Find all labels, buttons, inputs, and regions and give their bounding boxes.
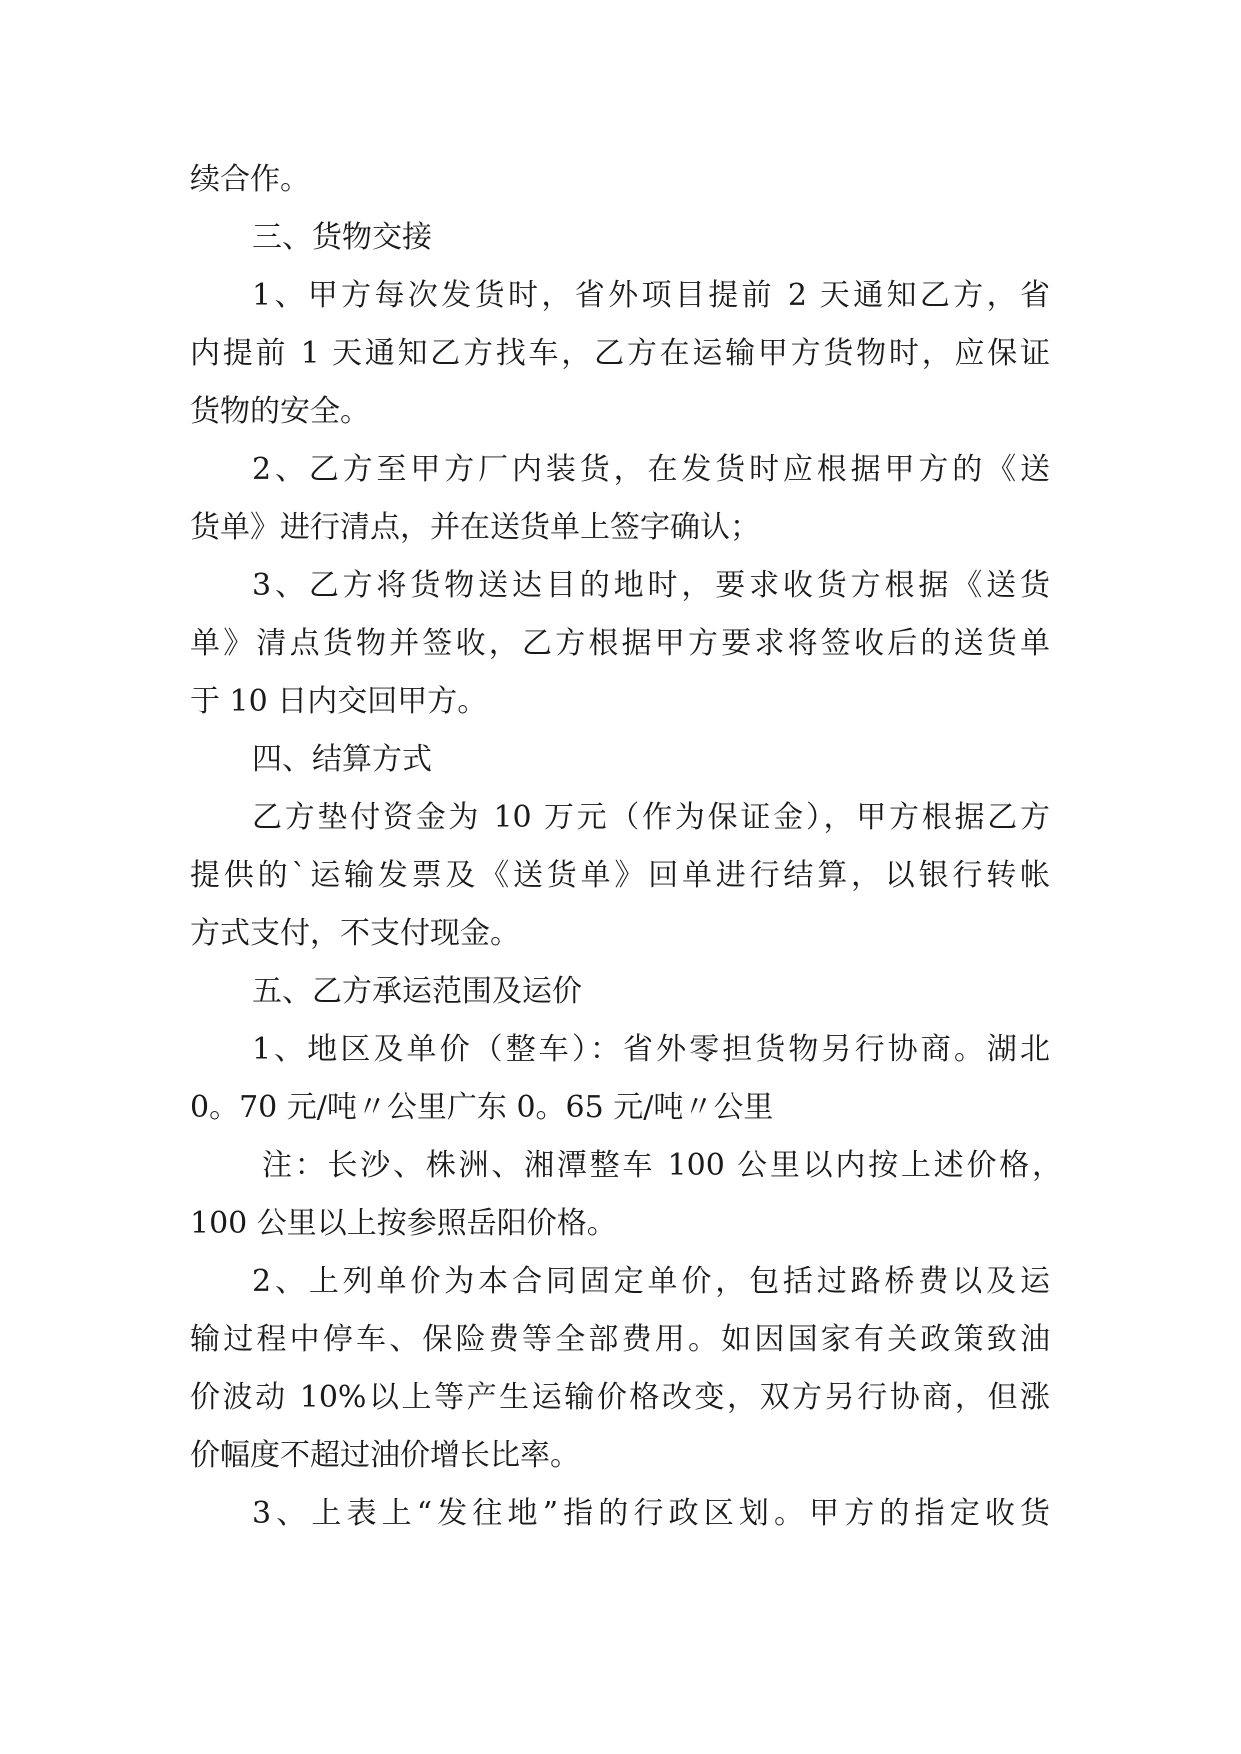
text-line: 2、上列单价为本合同固定单价，包括过路桥费以及运 xyxy=(252,1264,1050,1299)
text-line: 2、乙方至甲方厂内装货，在发货时应根据甲方的《送 xyxy=(252,452,1050,487)
text-line: 价幅度不超过油价增长比率。 xyxy=(190,1438,580,1473)
text-line: 续合作。 xyxy=(190,162,310,197)
text-line: 货物的安全。 xyxy=(190,394,370,429)
text-line: 货单》进行清点，并在送货单上签字确认； xyxy=(190,510,760,545)
text-line: 内提前 1 天通知乙方找车，乙方在运输甲方货物时，应保证 xyxy=(190,336,1050,371)
text-line: 3、乙方将货物送达目的地时，要求收货方根据《送货 xyxy=(252,568,1050,603)
text-line: 1、地区及单价（整车）：省外零担货物另行协商。湖北 xyxy=(252,1032,1050,1067)
text-line: 3、上表上“发往地”指的行政区划。甲方的指定收货 xyxy=(252,1496,1050,1531)
section-heading-shipping-scope: 五、乙方承运范围及运价 xyxy=(252,974,582,1009)
section-heading-settlement: 四、结算方式 xyxy=(252,742,432,777)
text-line: 100 公里以上按参照岳阳价格。 xyxy=(190,1206,617,1241)
text-line: 输过程中停车、保险费等全部费用。如因国家有关政策致油 xyxy=(190,1322,1050,1357)
text-line: 乙方垫付资金为 10 万元（作为保证金），甲方根据乙方 xyxy=(252,800,1050,835)
note-line: 注：长沙、株洲、湘潭整车 100 公里以内按上述价格， xyxy=(262,1148,1062,1183)
section-heading-goods-handover: 三、货物交接 xyxy=(252,220,432,255)
text-line: 价波动 10%以上等产生运输价格改变，双方另行协商，但涨 xyxy=(190,1380,1050,1415)
text-line: 于 10 日内交回甲方。 xyxy=(190,684,488,719)
text-line: 0。70 元/吨〃公里广东 0。65 元/吨〃公里 xyxy=(190,1090,774,1125)
text-line: 1、甲方每次发货时，省外项目提前 2 天通知乙方，省 xyxy=(252,278,1050,313)
text-line: 单》清点货物并签收，乙方根据甲方要求将签收后的送货单 xyxy=(190,626,1050,661)
text-line: 方式支付，不支付现金。 xyxy=(190,916,520,951)
text-line: 提供的`运输发票及《送货单》回单进行结算，以银行转帐 xyxy=(190,858,1050,893)
